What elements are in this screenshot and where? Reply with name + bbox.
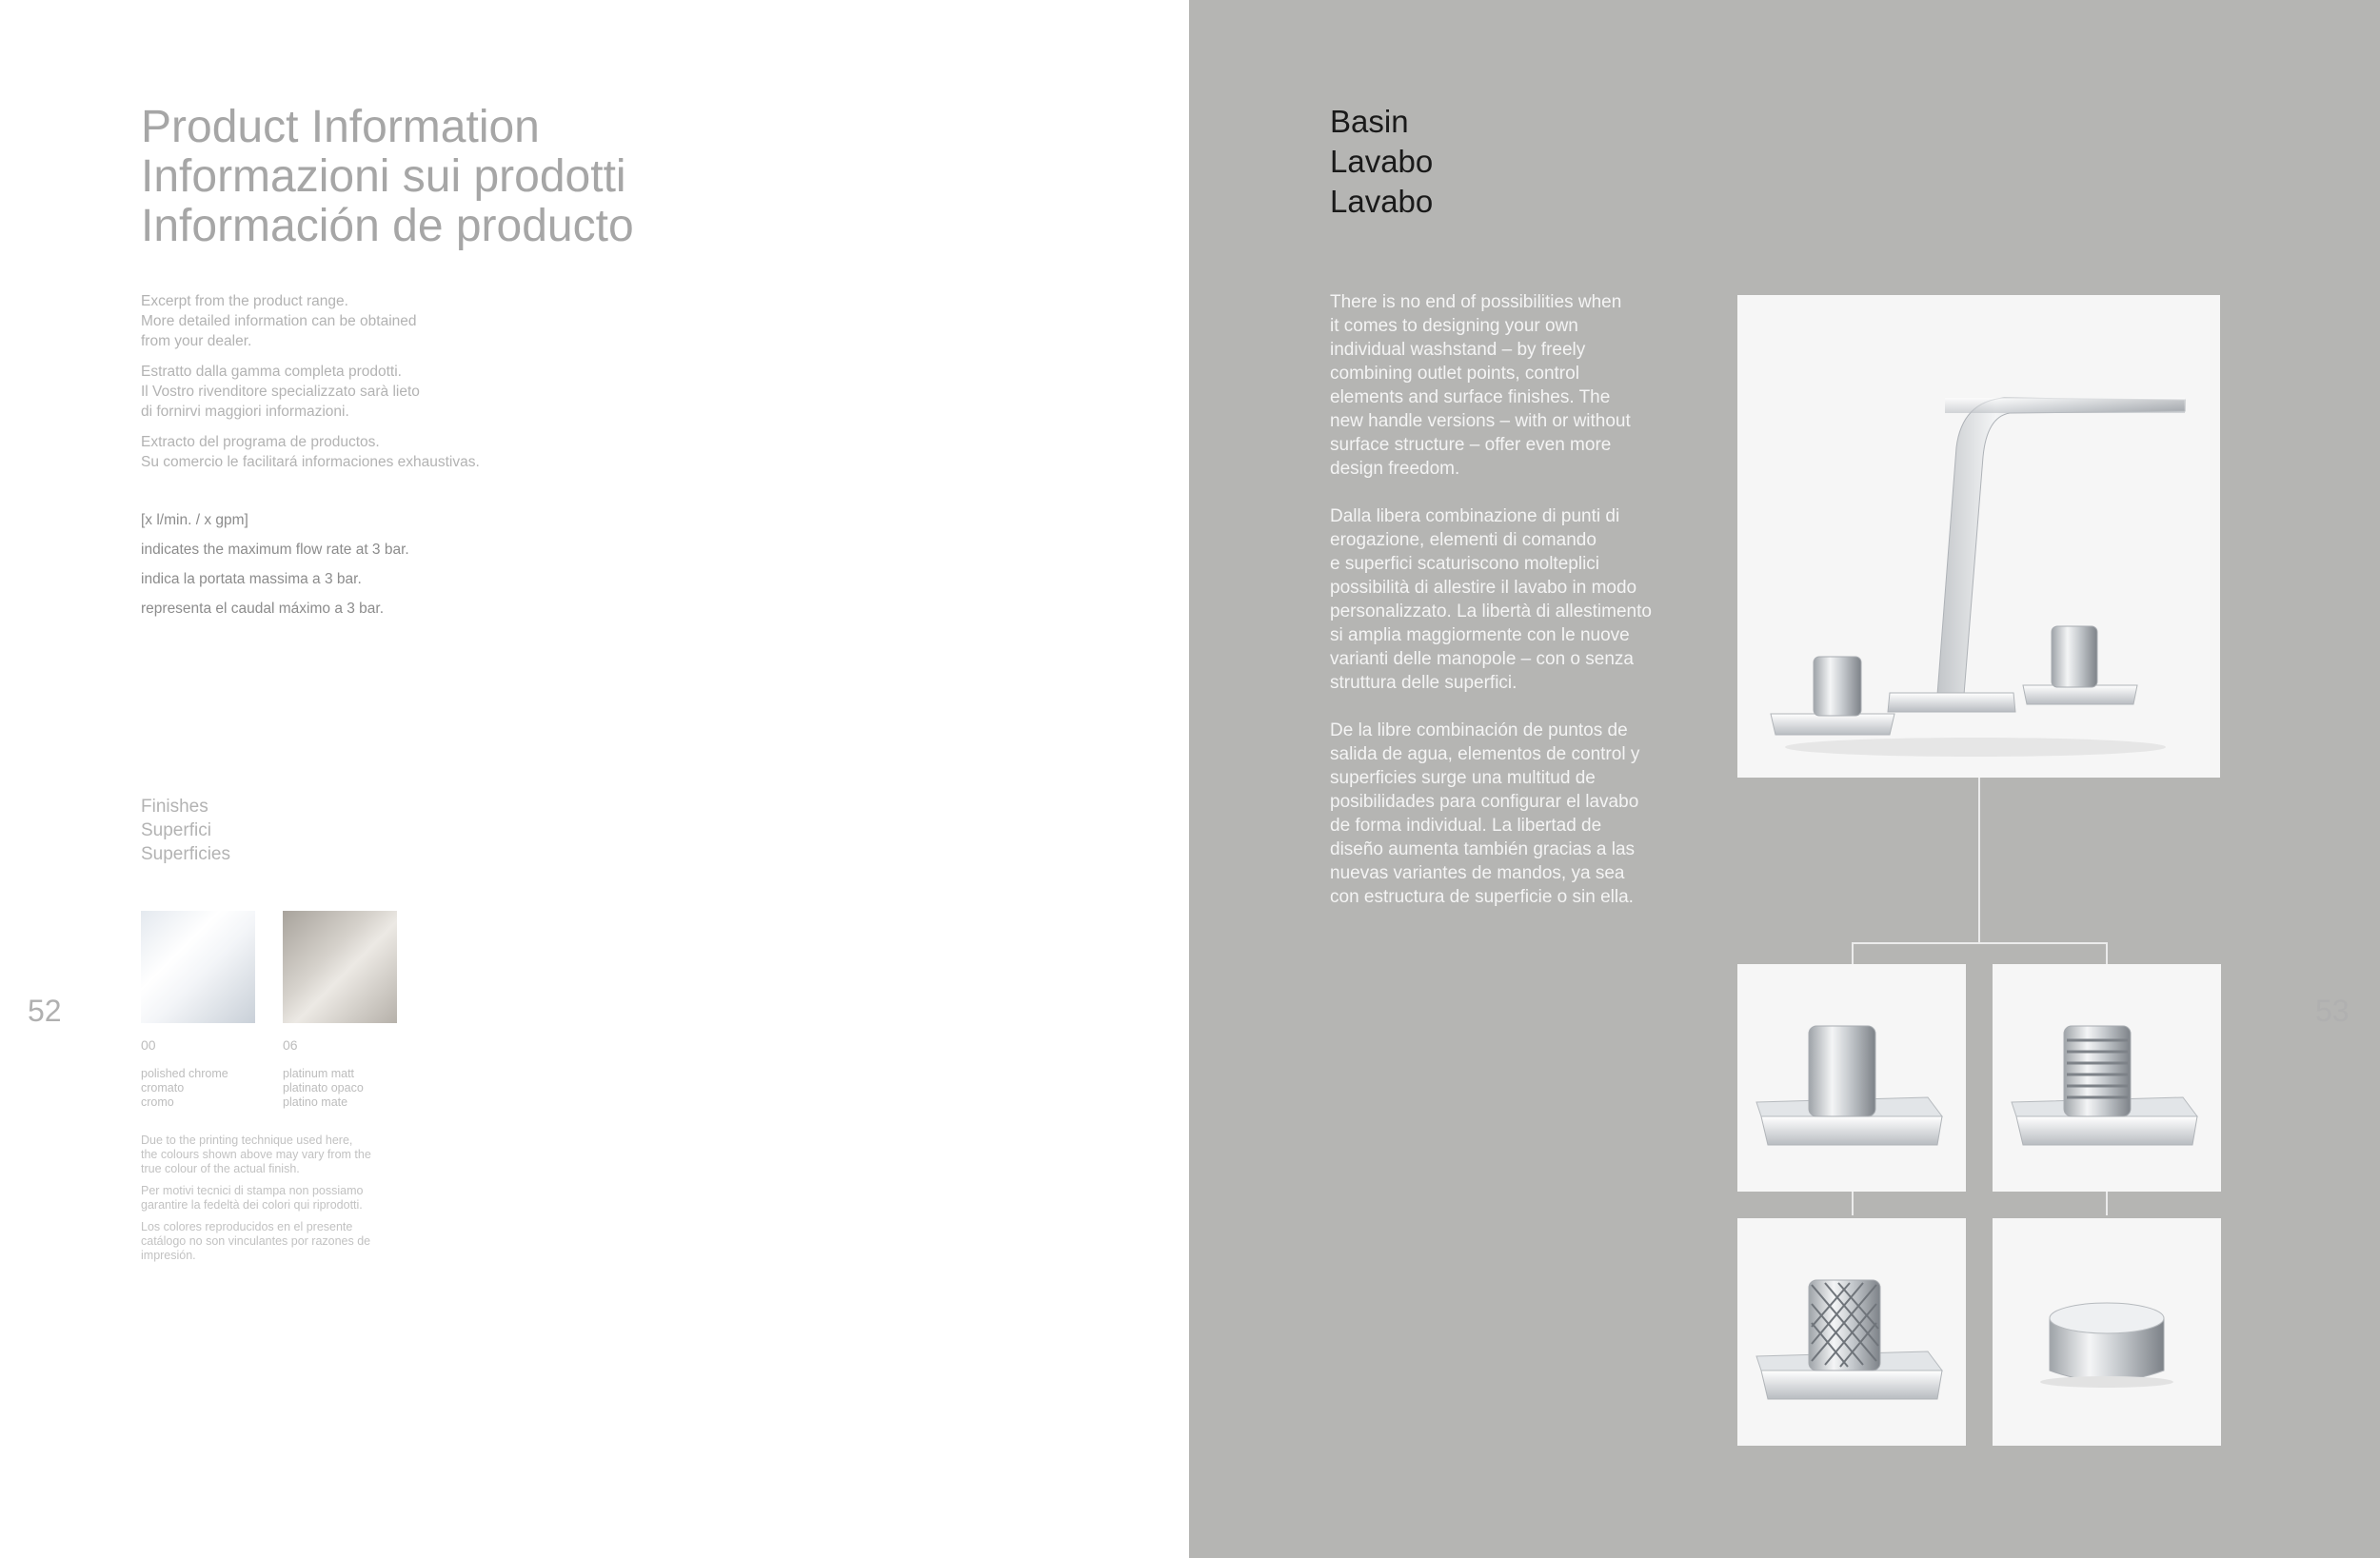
handle-grooved-illustration bbox=[1993, 964, 2221, 1192]
desc-line: possibilità di allestire il lavabo in modo bbox=[1330, 578, 1637, 598]
description bbox=[1330, 290, 1692, 933]
knob-round-illustration bbox=[1993, 1218, 2221, 1446]
intro-en bbox=[141, 291, 598, 351]
swatch-desc-line: cromato bbox=[141, 1081, 185, 1095]
intro-line: More detailed information can be obtained bbox=[141, 313, 417, 329]
swatch-platinum-matt bbox=[283, 911, 397, 1023]
page-title bbox=[141, 103, 634, 251]
desc-line: design freedom. bbox=[1330, 459, 1460, 479]
desc-line: nuevas variantes de mandos, ya sea bbox=[1330, 863, 1625, 883]
faucet-set-illustration bbox=[1737, 295, 2220, 778]
title-es: Información de producto bbox=[141, 201, 634, 251]
connector-line bbox=[1978, 778, 1980, 943]
finishes-title-en: Finishes bbox=[141, 797, 208, 817]
intro-line: di fornirvi maggiori informazioni. bbox=[141, 404, 349, 420]
swatch-desc-line: polished chrome bbox=[141, 1067, 228, 1080]
page-number: 53 bbox=[2315, 994, 2350, 1028]
desc-line: salida de agua, elementos de control y bbox=[1330, 744, 1640, 764]
faucet-set-photo bbox=[1737, 295, 2220, 778]
desc-line: Dalla libera combinazione di punti di bbox=[1330, 506, 1620, 526]
note-line: Per motivi tecnici di stampa non possiamo bbox=[141, 1184, 364, 1197]
desc-line: elements and surface finishes. The bbox=[1330, 387, 1611, 407]
desc-line: De la libre combinación de puntos de bbox=[1330, 720, 1628, 740]
connector-line bbox=[2106, 942, 2108, 964]
desc-line: superficies surge una multitud de bbox=[1330, 768, 1596, 788]
desc-line: diseño aumenta también gracias a las bbox=[1330, 839, 1636, 859]
swatch-desc-line: platino mate bbox=[283, 1095, 348, 1109]
handle-smooth-photo bbox=[1737, 964, 1966, 1192]
intro-text bbox=[141, 291, 598, 483]
swatch-desc-line: cromo bbox=[141, 1095, 174, 1109]
desc-line: personalizzato. La libertà di allestimento bbox=[1330, 602, 1652, 621]
connector-line bbox=[1852, 1192, 1854, 1215]
handle-textured-illustration bbox=[1737, 1218, 1966, 1446]
intro-line: Il Vostro rivenditore specializzato sarà lieto bbox=[141, 384, 420, 400]
print-note bbox=[141, 1134, 407, 1271]
print-note-en bbox=[141, 1134, 407, 1176]
section-title-en: Basin bbox=[1330, 104, 1409, 139]
flow-note-en: indicates the maximum flow rate at 3 bar. bbox=[141, 542, 409, 558]
note-line: the colours shown above may vary from the bbox=[141, 1148, 371, 1161]
section-title-it: Lavabo bbox=[1330, 144, 1434, 179]
swatch-code: 06 bbox=[283, 1037, 298, 1053]
desc-line: de forma individual. La libertad de bbox=[1330, 816, 1602, 836]
finishes-title-es: Superficies bbox=[141, 844, 230, 864]
handle-smooth-illustration bbox=[1737, 964, 1966, 1192]
desc-line: individual washstand – by freely bbox=[1330, 340, 1586, 360]
finishes-title-it: Superfici bbox=[141, 820, 211, 840]
description-en bbox=[1330, 290, 1692, 481]
print-note-it bbox=[141, 1184, 407, 1213]
title-en: Product Information bbox=[141, 102, 540, 152]
handle-grooved-photo bbox=[1993, 964, 2221, 1192]
flow-note-it: indica la portata massima a 3 bar. bbox=[141, 571, 362, 587]
flow-unit: [x l/min. / x gpm] bbox=[141, 512, 248, 528]
description-es bbox=[1330, 719, 1692, 909]
desc-line: it comes to designing your own bbox=[1330, 316, 1578, 336]
title-it: Informazioni sui prodotti bbox=[141, 151, 626, 202]
intro-line: Estratto dalla gamma completa prodotti. bbox=[141, 364, 402, 380]
connector-line bbox=[1852, 942, 1854, 964]
swatch-desc bbox=[283, 1067, 364, 1110]
desc-line: There is no end of possibilities when bbox=[1330, 292, 1622, 312]
handle-textured-photo bbox=[1737, 1218, 1966, 1446]
swatch-desc bbox=[141, 1067, 228, 1110]
note-line: garantire la fedeltà dei colori qui riprodotti. bbox=[141, 1198, 363, 1212]
intro-line: Excerpt from the product range. bbox=[141, 293, 348, 309]
intro-it bbox=[141, 362, 598, 422]
section-title-es: Lavabo bbox=[1330, 184, 1434, 219]
intro-es bbox=[141, 432, 598, 472]
note-line: Los colores reproducidos en el presente bbox=[141, 1220, 353, 1233]
description-it bbox=[1330, 504, 1692, 695]
section-title bbox=[1330, 102, 1433, 222]
note-line: Due to the printing technique used here, bbox=[141, 1134, 353, 1147]
left-page bbox=[0, 0, 1189, 1558]
knob-round-photo bbox=[1993, 1218, 2221, 1446]
flow-rate-info bbox=[141, 510, 598, 619]
intro-line: Extracto del programa de productos. bbox=[141, 434, 380, 450]
desc-line: combining outlet points, control bbox=[1330, 364, 1579, 384]
desc-line: new handle versions – with or without bbox=[1330, 411, 1631, 431]
note-line: catálogo no son vinculantes por razones de bbox=[141, 1234, 371, 1248]
flow-note-es: representa el caudal máximo a 3 bar. bbox=[141, 601, 385, 617]
desc-line: erogazione, elementi di comando bbox=[1330, 530, 1597, 550]
desc-line: struttura delle superfici. bbox=[1330, 673, 1517, 693]
intro-line: from your dealer. bbox=[141, 333, 252, 349]
swatch-desc-line: platinato opaco bbox=[283, 1081, 364, 1095]
connector-line bbox=[2106, 1192, 2108, 1215]
desc-line: varianti delle manopole – con o senza bbox=[1330, 649, 1634, 669]
intro-line: Su comercio le facilitará informaciones exhaustivas. bbox=[141, 454, 480, 470]
desc-line: con estructura de superficie o sin ella. bbox=[1330, 887, 1634, 907]
print-note-es bbox=[141, 1220, 407, 1263]
desc-line: surface structure – offer even more bbox=[1330, 435, 1612, 455]
swatch-polished-chrome bbox=[141, 911, 255, 1023]
note-line: impresión. bbox=[141, 1249, 196, 1262]
swatch-desc-line: platinum matt bbox=[283, 1067, 355, 1080]
connector-line bbox=[1852, 942, 2107, 944]
note-line: true colour of the actual finish. bbox=[141, 1162, 300, 1175]
right-page bbox=[1189, 0, 2380, 1558]
swatch-code: 00 bbox=[141, 1037, 156, 1053]
desc-line: si amplia maggiormente con le nuove bbox=[1330, 625, 1630, 645]
desc-line: e superfici scaturiscono molteplici bbox=[1330, 554, 1600, 574]
finishes-title bbox=[141, 795, 230, 866]
desc-line: posibilidades para configurar el lavabo bbox=[1330, 792, 1639, 812]
page-number: 52 bbox=[28, 994, 62, 1028]
